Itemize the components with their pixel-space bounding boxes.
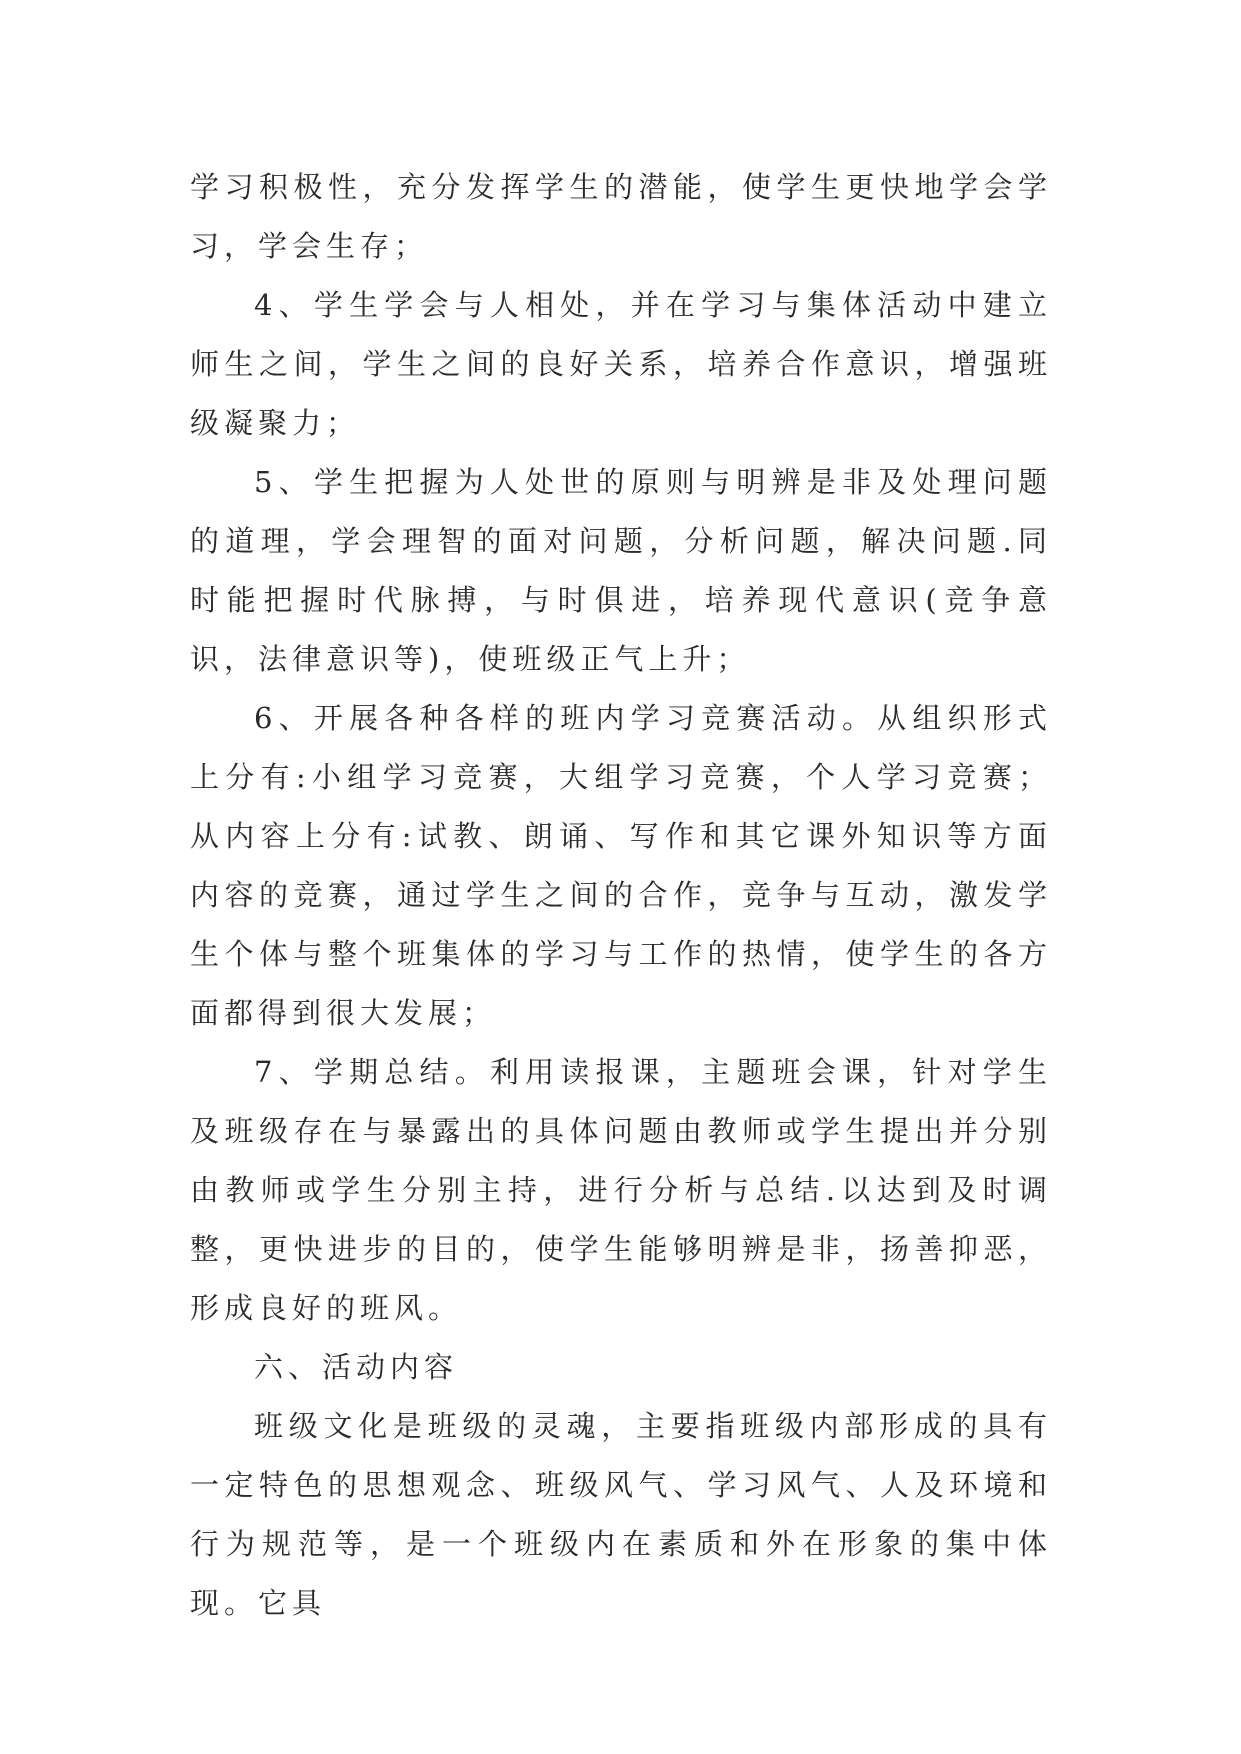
- paragraph-item-7: 7、学期总结。利用读报课，主题班会课，针对学生及班级存在与暴露出的具体问题由教师或学生提出并分别由教师或学生分别主持，进行分析与总结.以达到及时调整，更快进步的目的，使学生能够明辨是非，扬善抑恶，形成良好的班风。: [190, 1055, 1052, 1325]
- paragraph-item-4: 4、学生学会与人相处，并在学习与集体活动中建立师生之间，学生之间的良好关系，培养合作意识，增强班级凝聚力；: [190, 288, 1052, 440]
- section-heading-activity-content: 六、活动内容: [254, 1350, 459, 1384]
- paragraph-continuation: 学习积极性，充分发挥学生的潜能，使学生更快地学会学习，学会生存；: [190, 170, 1052, 263]
- paragraph-item-6: 6、开展各种各样的班内学习竞赛活动。从组织形式上分有:小组学习竞赛，大组学习竞赛，个人学习竞赛；从内容上分有:试教、朗诵、写作和其它课外知识等方面内容的竞赛，通过学生之间的合作，竞争与互动，激发学生个体与整个班集体的学习与工作的热情，使学生的各方面都得到很大发展；: [190, 701, 1052, 1030]
- paragraph-class-culture: 班级文化是班级的灵魂，主要指班级内部形成的具有一定特色的思想观念、班级风气、学习风气、人及环境和行为规范等，是一个班级内在素质和外在形象的集中体现。它具: [190, 1409, 1052, 1620]
- paragraph-item-5: 5、学生把握为人处世的原则与明辨是非及处理问题的道理，学会理智的面对问题，分析问题，解决问题.同时能把握时代脉搏，与时俱进，培养现代意识(竞争意识，法律意识等)，使班级正气上升；: [190, 465, 1052, 676]
- document-body: [190, 158, 1052, 1633]
